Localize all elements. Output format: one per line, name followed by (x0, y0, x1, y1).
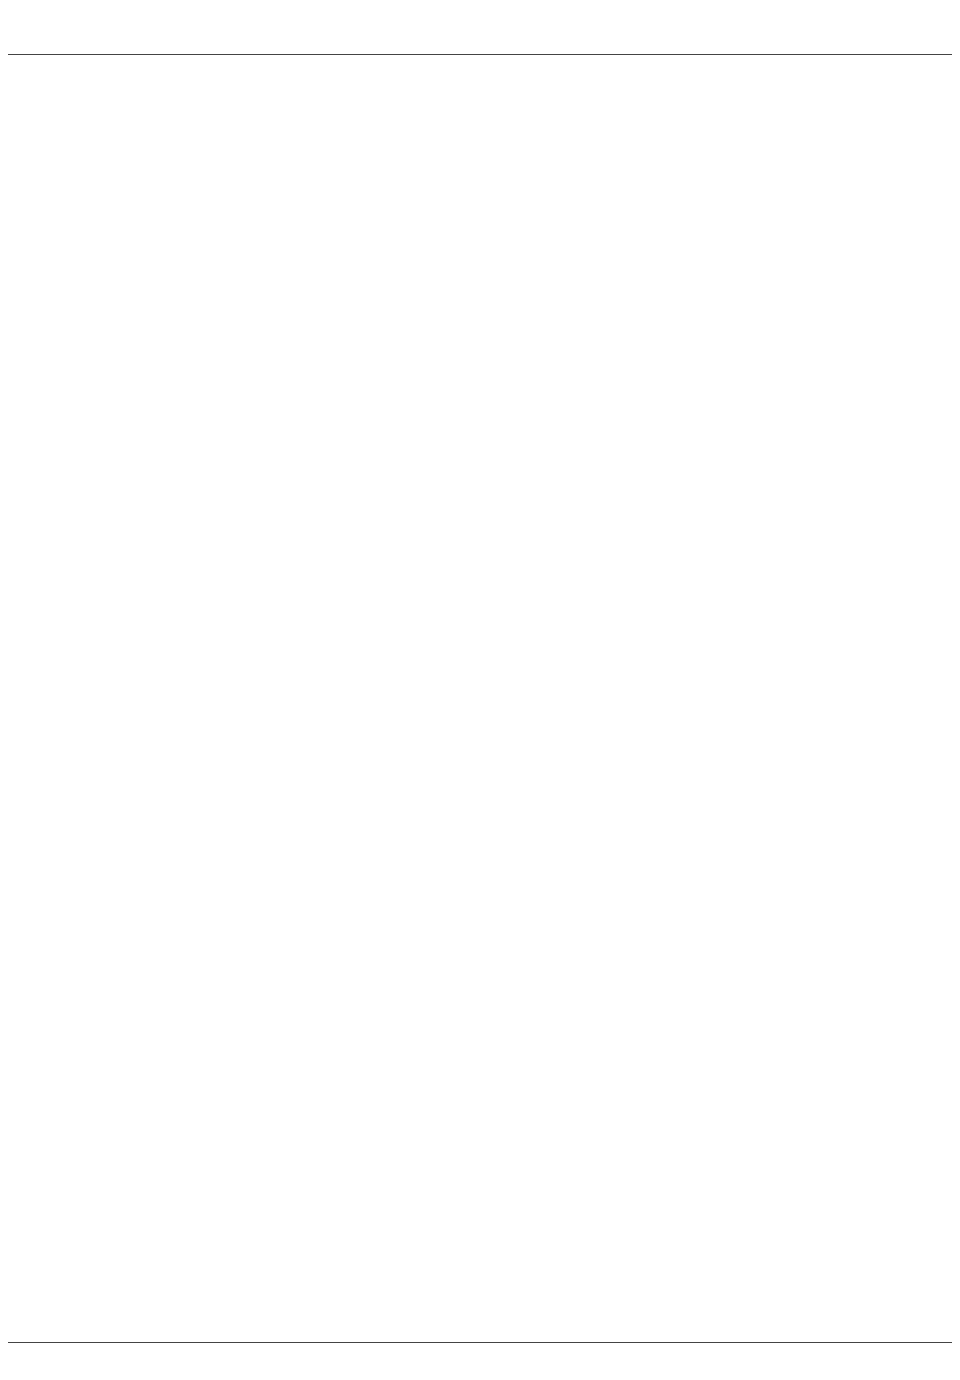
left-column (10, 58, 448, 134)
right-column (512, 58, 950, 134)
page-header (8, 0, 952, 54)
header-divider (8, 54, 952, 55)
footer-divider (8, 1342, 952, 1343)
spacer (10, 96, 448, 134)
spacer (512, 96, 950, 134)
spacer (10, 58, 448, 96)
spacer (512, 58, 950, 96)
